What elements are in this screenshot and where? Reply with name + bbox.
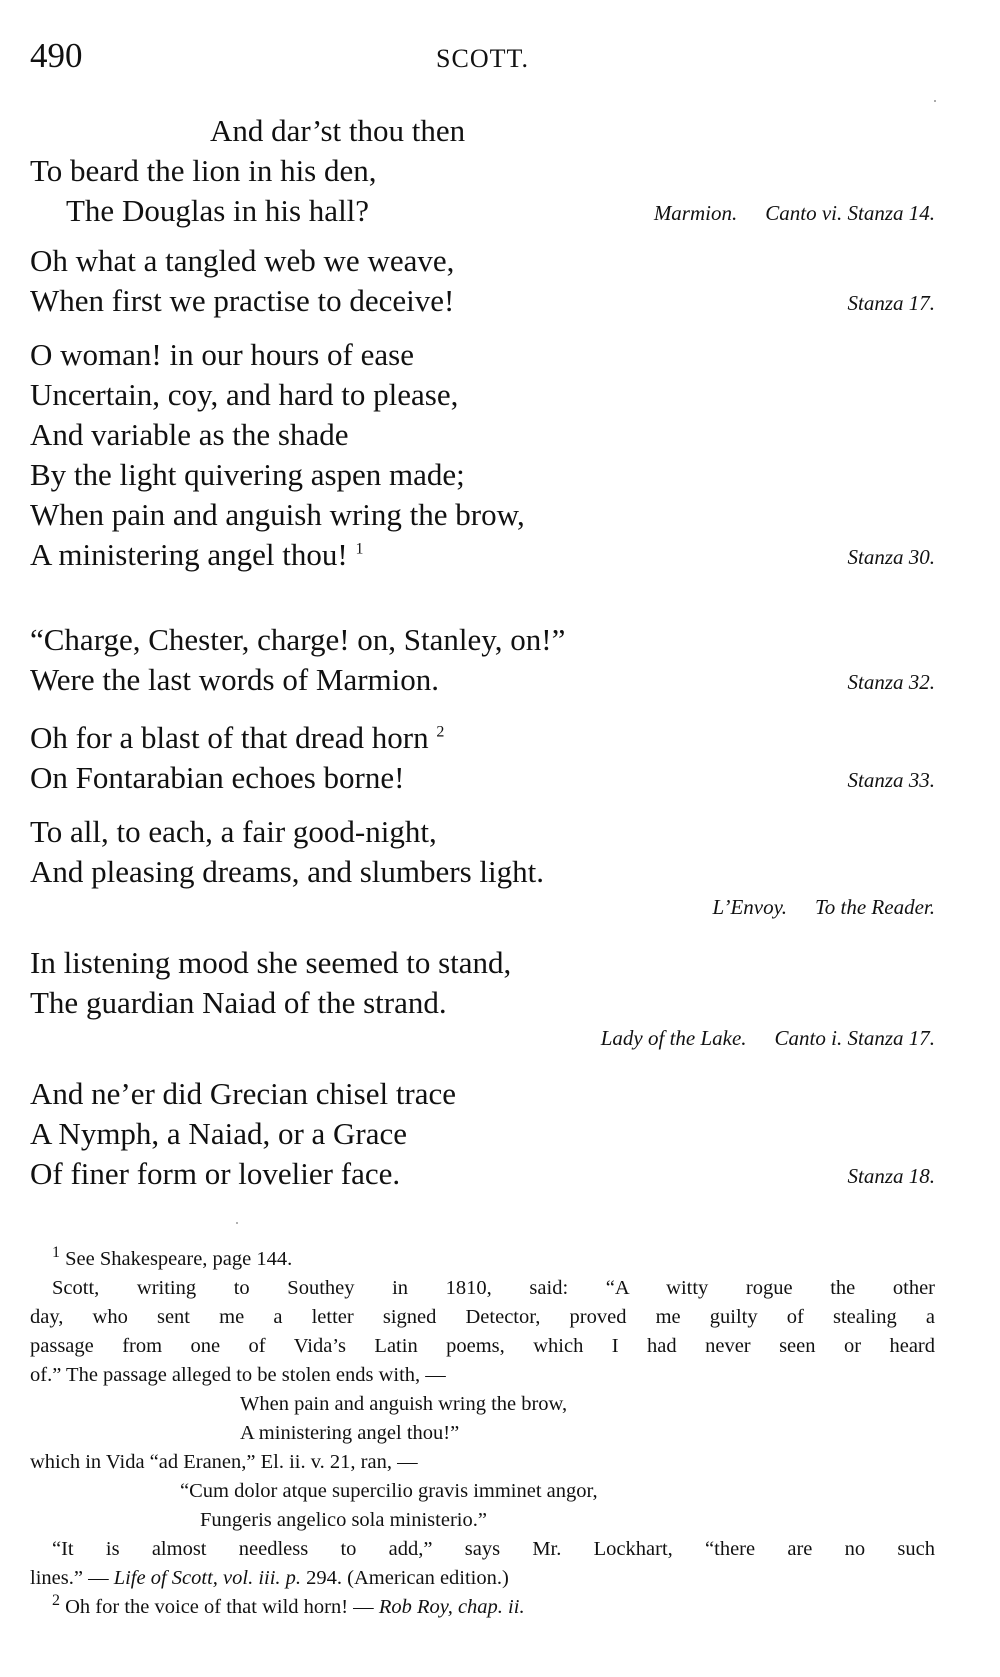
verse-line: When pain and anguish wring the brow, (30, 497, 525, 532)
citation-stanza: Stanza 17. (847, 291, 935, 315)
page-header (30, 36, 935, 86)
citation-work: L’Envoy. (712, 895, 788, 919)
footnote-text-line: of.” The passage alleged to be stolen ends with, — (30, 1364, 446, 1386)
verse-line: The guardian Naiad of the strand. (30, 985, 447, 1020)
citation (30, 892, 935, 922)
footnotes (30, 1245, 935, 1622)
verse-line: To all, to each, a fair good-night, (30, 814, 437, 849)
citation-stanza: Stanza 14. (847, 201, 935, 225)
print-speck (236, 1222, 238, 1224)
page-number: 490 (30, 36, 83, 75)
verse-line: On Fontarabian echoes borne! (30, 760, 405, 795)
footnote-verse-line: When pain and anguish wring the brow, (240, 1393, 568, 1415)
citation-canto: Canto i. (774, 1026, 843, 1050)
verse-line: Oh what a tangled web we weave, (30, 243, 455, 278)
quote-block (30, 335, 935, 575)
verse-line: And pleasing dreams, and slumbers light. (30, 854, 544, 889)
verse-line: A Nymph, a Naiad, or a Grace (30, 1116, 408, 1151)
verse-line: Were the last words of Marmion. (30, 662, 440, 697)
footnote-text-line: lines.” — Life of Scott, vol. iii. p. 294. (American edition.) (30, 1567, 509, 1589)
print-speck (934, 100, 936, 102)
verse-line (30, 535, 935, 575)
citation (30, 1023, 935, 1053)
verse-line: When first we practise to deceive! (30, 283, 455, 318)
verse-line: And ne’er did Grecian chisel trace (30, 1076, 457, 1111)
verse-text: A ministering angel thou! (30, 537, 348, 572)
citation-section: To the Reader. (815, 895, 935, 919)
footnote-text-line: Scott, writing to Southey in 1810, said: “A witty rogue the other (52, 1277, 935, 1299)
footnote-2: $^2$ Oh for the voice of that wild horn! — Rob Roy, chap. ii. (52, 1592, 525, 1618)
footnote-text-line: passage from one of Vida’s Latin poems, which I had never seen or heard (30, 1335, 935, 1357)
verse-line: By the light quivering aspen made; (30, 457, 465, 492)
citation-work: Marmion. (653, 201, 738, 225)
citation-stanza: Stanza 17. (847, 1026, 935, 1050)
citation (654, 201, 935, 226)
verse-line: “Charge, Chester, charge! on, Stanley, on!” (30, 622, 566, 657)
footnote-latin-line: “Cum dolor atque supercilio gravis imminet angor, (180, 1480, 598, 1502)
verse-line: And variable as the shade (30, 417, 349, 452)
verse-line: Of finer form or lovelier face. (30, 1156, 401, 1191)
quote-block (30, 111, 935, 231)
citation-canto: Canto vi. (765, 201, 843, 225)
citation-stanza: Stanza 33. (847, 768, 935, 792)
footnote-text-line: day, who sent me a letter signed Detector, proved me guilty of stealing a (30, 1306, 935, 1328)
citation-stanza: Stanza 32. (847, 670, 935, 694)
footnote-mark: 1 (52, 1244, 60, 1262)
running-title: SCOTT. (436, 44, 529, 73)
quote-block (30, 1074, 935, 1194)
verse-line: O woman! in our hours of ease (30, 337, 414, 372)
quote-block (30, 812, 935, 922)
citation-stanza: Stanza 30. (847, 545, 935, 569)
verse-line: The Douglas in his hall? (66, 193, 370, 228)
verse-line (30, 718, 935, 758)
quote-block (30, 620, 935, 700)
source-reference: Rob Roy, chap. ii. (378, 1596, 525, 1618)
footnote-mark: 2 (52, 1592, 60, 1610)
quote-block (30, 241, 935, 321)
verse-line: To beard the lion in his den, (30, 153, 377, 188)
verse-line: In listening mood she seemed to stand, (30, 945, 512, 980)
verse-line: And dar’st thou then (210, 113, 466, 148)
footnote-latin-line: Fungeris angelico sola ministerio.” (200, 1509, 487, 1531)
source-reference: Life of Scott, vol. iii. p. (113, 1567, 302, 1589)
footnote-verse-line: A ministering angel thou!” (240, 1422, 460, 1444)
footnote-text-line: “It is almost needless to add,” says Mr. Lockhart, “there are no such (52, 1538, 935, 1560)
footnote-text-line: which in Vida “ad Eranen,” El. ii. v. 21, ran, — (30, 1451, 418, 1473)
citation-stanza: Stanza 18. (847, 1164, 935, 1188)
footnote-ref[interactable]: 2 (436, 723, 445, 741)
citation-work: Lady of the Lake. (600, 1026, 747, 1050)
footnote-ref[interactable]: 1 (355, 540, 364, 558)
verse-line: Uncertain, coy, and hard to please, (30, 377, 459, 412)
quote-block (30, 943, 935, 1053)
quote-block (30, 718, 935, 798)
verse-text: Oh for a blast of that dread horn (30, 720, 429, 755)
footnote-1: $^1$ See Shakespeare, page 144. (52, 1244, 293, 1270)
